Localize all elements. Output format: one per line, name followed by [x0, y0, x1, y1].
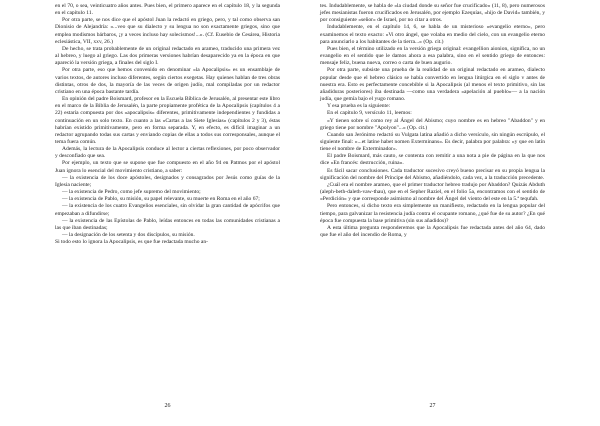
paragraph: Por ejemplo, un texto que se supone que fue compuesto en el año 94 en Patmos por el apóstol Juan ignora lo esencial del movimiento cristiano, a saber:	[55, 160, 280, 174]
paragraph: — la existencia de los doce apóstoles, designados y consagrados por Jesús como guías de la Iglesia naciente;	[55, 174, 280, 188]
paragraph: — la existencia de Pablo, su misión, su papel relevante, su muerte en Roma en el año 67;	[62, 196, 260, 203]
paragraph: En opinión del padre Boismard, profesor en la Escuela Bíblica de Jerusalén, al presentar este libro en el marco de la Biblia de Jerusalén, la parte propiamente profética de la Apocalipsis (capítulos 4 a 22) estaría compuesta por dos «apocalipsis» diferentes, primitivamente independientes y fundidas a continuación en un solo texto. En cuanto a las «Cartas a las Siete Iglesias» (capítulos 2 y 3), éstas habrían existido primitivamente, pero en forma separada. Y, en efecto, es difícil imaginar a un redactor agrupando todas sus cartas y enviando copias de ellas a todos sus corresponsales, aunque el tema fuera común.	[55, 96, 280, 145]
paragraph: Y esa prueba es la siguiente:	[327, 103, 391, 110]
right-page-text	[320, 3, 545, 239]
paragraph: — la existencia de las Epístolas de Pablo, leídas entonces en todas las comunidades cristianas a las que iban destinadas;	[55, 217, 280, 231]
right-page-number: 27	[429, 403, 436, 409]
left-page-number: 26	[164, 403, 171, 409]
paragraph: Indudablemente, en el capítulo 14, 6, se habla de un misterioso «evangelio eterno», pero examinemos el texto exacto: «Vi otro ángel, que volaba en medio del cielo, con un evangelio eterno para anunciarlo a los habitantes de la tierra...» (Op. cit.)	[320, 24, 545, 45]
paragraph: — la existencia de los cuatro Evangelios esenciales, sin olvidar la gran cantidad de apócrifos que empezaban a difundirse;	[55, 203, 280, 217]
paragraph: ¿Cuál era el nombre arameo, que el primer traductor hebreo tradujo por Abaddon? Quizás Abduth (aleph-beth-daleth-vaw-thau), que en el Sepher Raziel, en el folio 5a, encontramos con el sentido de «Perdición» y que corresponde asimismo al nombre del Ángel del viento del este en la 5.ª tequfah.	[320, 181, 545, 203]
left-page-text	[55, 3, 280, 246]
paragraph: El padre Boismard, más cauto, se contenta con remitir a una nota a pie de página en la que nos dice «En francés: destrucción, ruina».	[320, 153, 545, 167]
paragraph: en el 70, o sea, veinticuatro años antes. Pues bien, el primero aparece en el capítulo 18, y la segunda en el capítulo 11.	[55, 3, 280, 17]
paragraph: A esta última pregunta responderemos que la Apocalipsis fue redactada antes del año 64, dado que fue el año del incendio de Roma, y	[320, 224, 545, 238]
paragraph: Si todo esto lo ignora la Apocalipsis, es que fue redactada mucho an-	[55, 239, 208, 246]
paragraph: Además, la lectura de la Apocalipsis conduce al lector a ciertas reflexiones, por poco observador y desconfiado que sea.	[55, 146, 280, 160]
paragraph: Por otra parte, eso que hemos convenido en denominar «la Apocalipsis» es un ensamblaje de varios textos, de autores incluso diferentes, según ciertos exegetas. Hay quienes hablan de tres obras distintas, otros de dos, la mayoría de las veces de origen judío, mal compiladas por un redactor cristiano en una época bastante tardía.	[55, 67, 280, 95]
paragraph: «Y tienen sobre sí como rey al Ángel del Abismo; cuyo nombre es en hebreo "Abaddon" y en griego tiene por nombre "Apolyon"...» (Op. cit.)	[320, 117, 545, 131]
right-page	[300, 0, 600, 426]
paragraph: Cuando san Jerónimo redactó su Vulgata latina añadió a dicho versículo, sin ningún escrúpulo, el siguiente final: «...et latine habet nomen Exterminans». Es decir, palabra por palabra: «y que en latín tiene el nombre de Exterminador».	[320, 131, 545, 153]
paragraph: Pero entonces, si dicho texto era simplemente un manifiesto, redactado en la lengua popular del tiempo, para galvanizar la resistencia judía contra el ocupante romano, ¿qué fue de su autor? ¿En qué época fue compuesta la base primitiva (sin sus añadidos)?	[320, 203, 545, 224]
paragraph: — la designación de los setenta y dos discípulos, su misión.	[62, 232, 195, 238]
paragraph: En el capítulo 9, versículo 11, leemos:	[327, 110, 412, 117]
paragraph: Pues bien, el término utilizado en la versión griega original: evangellion aionion, significa, no un evangelio en el sentido que le damos ahora a esa palabra, sino en el sentido griego de entonces: mensaje feliz, buena nueva, correo o carta de buen augurio.	[320, 45, 545, 67]
paragraph: Es fácil sacar conclusiones. Cada traductor sucesivo creyó bueno precisar en su propia lengua la significación del nombre del Príncipe del Abismo, añadiéndolo, cada vez, a la traducción precedente.	[320, 167, 545, 181]
paragraph: Por otra parte, subsiste una prueba de la realidad de un original redactado en arameo, dialecto popular desde que el hebreo clásico se había convertido en lengua litúrgica en el siglo v antes de nuestra era. Esto es perfectamente concebible si la Apocalipsis (al menos el texto primitivo, sin las añadiduras posteriores) iba destinada —como una verdadera «apelación al pueblo»— a la nación judía, que gemía bajo el yugo romano.	[320, 67, 545, 103]
paragraph: — la existencia de Pedro, como jefe supremo del movimiento;	[62, 189, 201, 196]
paragraph: tes. Indudablemente, se habla de «la ciudad donde su señor fue crucificado» (11, 8), pero numerosos jefes mesianistas fueron crucificados en Jerusalén, por ejemplo Ezequías, «hijo de David» también, y por consiguiente «señor» de Israel, por no citar a otros.	[320, 3, 545, 24]
paragraph: Por otra parte, se nos dice que el apóstol Juan la redactó en griego, pero, y tal como observa san Dionisio de Alejandría: «...veo que su dialecto y su lengua no son exactamente griegos, sino que emplea modismos bárbaros, ¡y a veces incluso hay solecismos!...». (Cf. Eusebio de Cesárea, Historia eclesiástica, VII, xxv, 26.)	[55, 17, 280, 45]
paragraph: De hecho, se trata probablemente de un original redactado en arameo, traducido una primera vez al hebreo, y luego al griego. Las dos primeras versiones habrían desaparecido ya en la época en que apareció la versión griega, a finales del siglo I.	[55, 45, 280, 67]
